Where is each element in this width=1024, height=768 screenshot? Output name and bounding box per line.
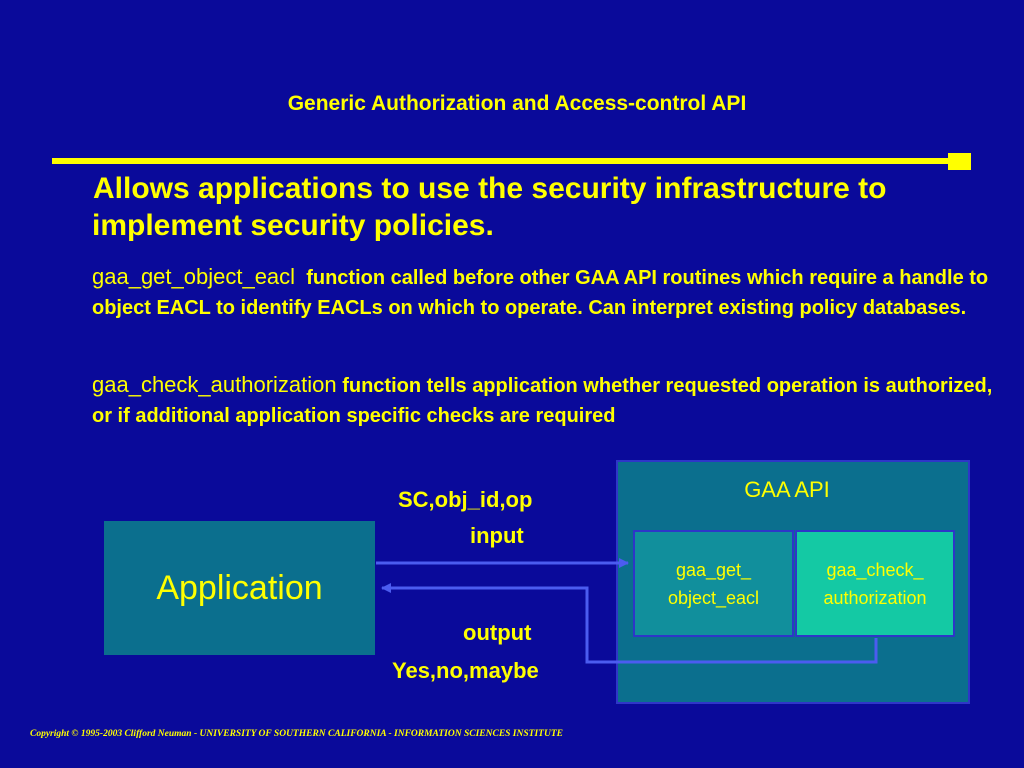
box-line: gaa_get_	[675, 560, 752, 580]
application-label: Application	[156, 568, 323, 607]
paragraph-text: function called before other GAA API routines which require a handle to object EACL to identify EACLs on which to operate. Can interpret existing policy databases.	[92, 267, 989, 319]
input-label: input	[470, 523, 524, 548]
copyright-footer: Copyright © 1995-2003 Clifford Neuman - UNIVERSITY OF SOUTHERN CALIFORNIA - INFORMATION SCIENCES INSTITUTE	[30, 729, 563, 739]
box-line: authorization	[823, 588, 927, 608]
box-line: object_eacl	[667, 588, 760, 608]
output-label: output	[463, 620, 532, 645]
function-name-get-object-eacl: gaa_get_object_eacl	[92, 264, 296, 289]
output-values-label: Yes,no,maybe	[392, 658, 539, 683]
paragraph-text: function tells application whether requested operation is authorized, or if additional application specific checks are required	[92, 375, 993, 427]
box-line: gaa_check_	[826, 560, 924, 580]
gaa-api-label: GAA API	[744, 477, 830, 502]
input-params-label: SC,obj_id,op	[398, 487, 533, 512]
slide-title: Generic Authorization and Access-control API	[287, 92, 747, 115]
lead-paragraph: Allows applications to use the security infrastructure to implement security policies.	[92, 172, 887, 242]
function-name-check-authorization: gaa_check_authorization	[92, 372, 337, 397]
output-arrow	[382, 588, 876, 662]
